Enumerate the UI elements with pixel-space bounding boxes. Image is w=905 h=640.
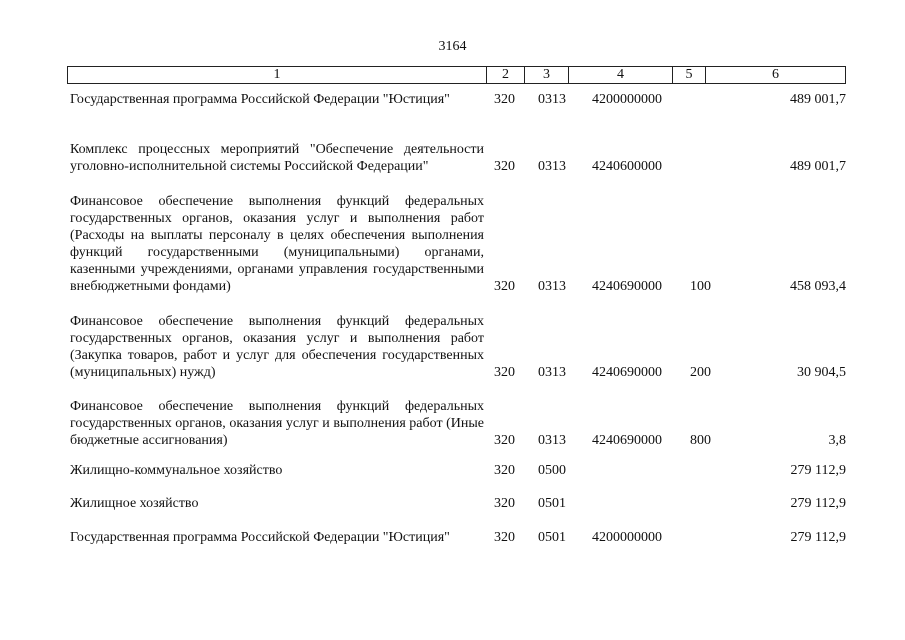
table-row (70, 313, 846, 381)
column-4-header: 4 (569, 67, 673, 83)
section-code: 0313 (538, 365, 566, 380)
column-6-header: 6 (772, 67, 779, 82)
row-name: Жилищно-коммунальное хозяйство (70, 463, 283, 478)
target-article-code: 4240690000 (592, 365, 662, 380)
table-row (70, 398, 846, 449)
admin-code: 320 (494, 365, 515, 380)
admin-code: 320 (494, 279, 515, 294)
row-name: Государственная программа Российской Федерации "Юстиция" (70, 92, 450, 107)
target-article-code: 4240690000 (592, 279, 662, 294)
target-article-code: 4200000000 (592, 92, 662, 107)
table-row (70, 124, 846, 175)
page-number: 3164 (438, 39, 467, 54)
column-5-header: 5 (673, 67, 706, 83)
section-code: 0313 (538, 159, 566, 174)
table-row (70, 91, 846, 108)
row-name: Финансовое обеспечение выполнения функций федеральных государственных органов, оказания услуг и выполнения работ (Расходы на выплаты персоналу в целях обеспечения выполнения функций государственными (муниципальными) органами, казенными учреждениями, органами управления государственными внебюджетными фондами) (70, 194, 484, 294)
section-code: 0313 (538, 433, 566, 448)
column-1-header: 1 (68, 67, 487, 83)
expense-type-code: 200 (690, 365, 711, 380)
amount: 279 112,9 (790, 496, 846, 511)
column-2-header: 2 (487, 67, 525, 83)
expense-type-code: 100 (690, 279, 711, 294)
admin-code: 320 (494, 530, 515, 545)
row-name: Финансовое обеспечение выполнения функций федеральных государственных органов, оказания услуг и выполнения работ (Закупка товаров, работ и услуг для обеспечения государственных (муниципальных) нужд) (70, 314, 484, 380)
section-code: 0501 (538, 496, 566, 511)
section-code: 0500 (538, 463, 566, 478)
amount: 3,8 (828, 433, 846, 448)
admin-code: 320 (494, 496, 515, 511)
admin-code: 320 (494, 463, 515, 478)
column-3-header: 3 (525, 67, 569, 83)
admin-code: 320 (494, 433, 515, 448)
amount: 489 001,7 (790, 159, 846, 174)
admin-code: 320 (494, 92, 515, 107)
section-code: 0501 (538, 530, 566, 545)
admin-code: 320 (494, 159, 515, 174)
amount: 279 112,9 (790, 530, 846, 545)
table-row (70, 462, 846, 479)
amount: 489 001,7 (790, 92, 846, 107)
section-code: 0313 (538, 92, 566, 107)
row-name: Комплекс процессных мероприятий "Обеспечение деятельности уголовно-исполнительной системы Российской Федерации" (70, 142, 484, 174)
target-article-code: 4240690000 (592, 433, 662, 448)
table-row (70, 529, 846, 546)
table-row (70, 495, 846, 512)
amount: 279 112,9 (790, 463, 846, 478)
target-article-code: 4200000000 (592, 530, 662, 545)
table-row (70, 193, 846, 295)
row-name: Финансовое обеспечение выполнения функций федеральных государственных органов, оказания услуг и выполнения работ (Иные бюджетные ассигнования) (70, 399, 484, 448)
section-code: 0313 (538, 279, 566, 294)
amount: 458 093,4 (790, 279, 846, 294)
expense-type-code: 800 (690, 433, 711, 448)
row-name: Государственная программа Российской Федерации "Юстиция" (70, 530, 450, 545)
target-article-code: 4240600000 (592, 159, 662, 174)
row-name: Жилищное хозяйство (70, 496, 199, 511)
amount: 30 904,5 (797, 365, 846, 380)
